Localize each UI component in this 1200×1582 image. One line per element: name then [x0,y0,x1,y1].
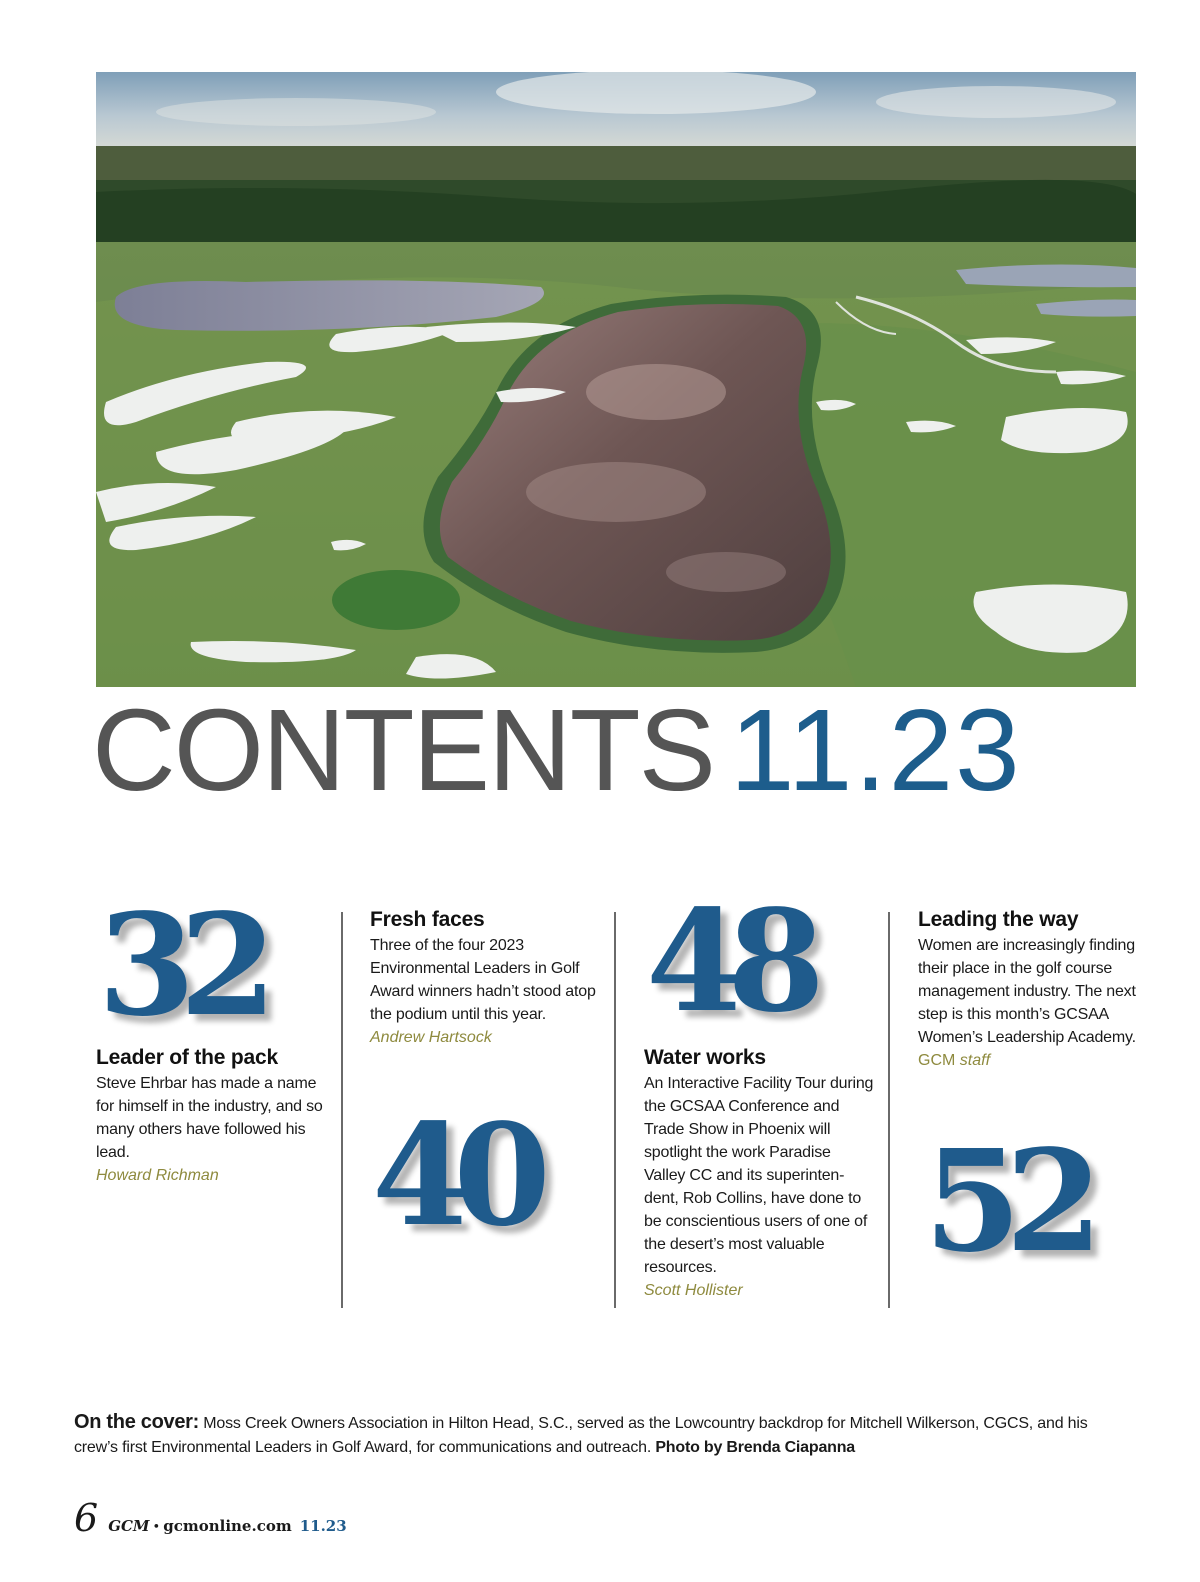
cover-caption-text: Moss Creek Owners Association in Hilton Head, S.C., served as the Lowcountry backdrop for Mitchell Wilkerson, CGCS, and his crew’s first Environmental Leaders in Golf Award, for communications and outreach. [74,1415,1088,1456]
page-number-52[interactable]: 52 [924,1120,1087,1284]
story-headline[interactable]: Fresh faces [370,908,485,931]
folio-magazine: GCM [108,1517,150,1535]
column-divider [888,912,890,1308]
story-leader-of-the-pack[interactable] [96,1046,326,1187]
story-summary: An Interactive Facility Tour during the GCSAA Conference and Trade Show in Phoenix will spotlight the work Paradise Valley CC and its superinten-dent, Rob Collins, have done to be conscientious users of one of the desert’s most valuable resources. [644,1075,874,1276]
story-summary: Three of the four 2023 Environmental Leaders in Golf Award winners hadn’t stood atop the podium until this year. [370,937,596,1023]
story-fresh-faces[interactable] [370,908,602,1049]
byline-org: GCM [918,1052,956,1069]
page-number-32[interactable]: 32 [98,884,261,1048]
story-summary: Steve Ehrbar has made a name for himself in the industry, and so many others have followed his lead. [96,1075,323,1161]
story-leading-the-way[interactable] [918,908,1150,1072]
folio-website-link[interactable]: gcmonline.com [163,1517,292,1535]
story-headline[interactable]: Leader of the pack [96,1046,278,1069]
folio-separator: • [152,1520,161,1535]
hero-photo [96,72,1136,687]
story-headline[interactable]: Leading the way [918,908,1079,931]
column-divider [341,912,343,1308]
story-byline [918,1049,1150,1072]
cover-caption-lead: On the cover: [74,1411,200,1433]
photo-credit: Photo by Brenda Ciapanna [655,1439,855,1456]
story-byline: Scott Hollister [644,1282,743,1299]
aerial-golf-course-illustration [96,72,1136,687]
story-byline: Andrew Hartsock [370,1029,492,1046]
story-headline[interactable]: Water works [644,1046,766,1069]
contents-title: CONTENTS [92,685,714,815]
contents-masthead [92,685,1022,815]
page-number-48[interactable]: 48 [646,880,809,1044]
folio-issue: 11.23 [299,1517,347,1535]
story-water-works[interactable] [644,1046,876,1302]
column-divider [614,912,616,1308]
byline-suffix: staff [959,1052,991,1069]
story-summary: Women are increasingly finding their place in the golf course management industry. The next step is this month’s GCSAA Women’s Leadership Academy. [918,937,1136,1046]
page-number-40[interactable]: 40 [372,1094,535,1258]
putting-green [332,570,460,630]
issue-date: 11.23 [730,685,1022,815]
cover-caption [74,1410,1134,1460]
story-byline: Howard Richman [96,1167,219,1184]
page-folio [74,1498,347,1538]
folio-page-number: 6 [74,1496,99,1540]
